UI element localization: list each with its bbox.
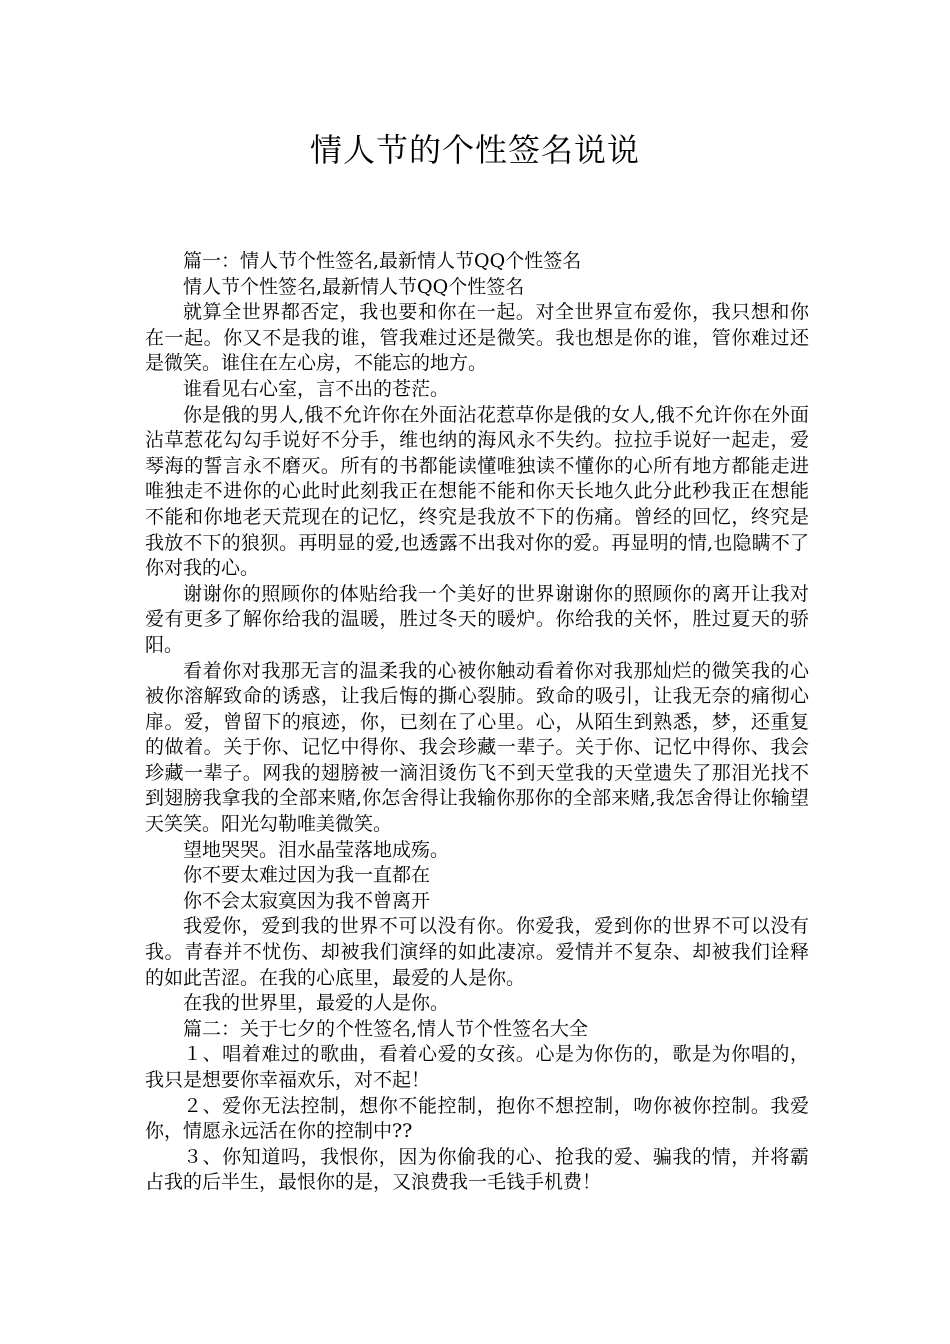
paragraph: 我爱你，爱到我的世界不可以没有你。你爱我，爱到你的世界不可以没有我。青春并不忧伤、却被我们演绎的如此凄凉。爱情并不复杂、却被我们诠释的如此苦涩。在我的心底里，最爱的人是你。 [145, 915, 809, 989]
paragraph: 就算全世界都否定，我也要和你在一起。对全世界宣布爱你，我只想和你在一起。你又不是我的谁，管我难过还是微笑。我也想是你的谁，管你难过还是微笑。谁住在左心房，不能忘的地方。 [145, 301, 809, 375]
list-item: ３、你知道吗，我恨你，因为你偷我的心、抢我的爱、骗我的情，并将霸占我的后半生，最恨你的是，又浪费我一毛钱手机费！ [145, 1145, 809, 1194]
paragraph-section-one-heading: 篇一：情人节个性签名,最新情人节QQ个性签名 [183, 250, 582, 272]
paragraph: 在我的世界里，最爱的人是你。 [183, 992, 450, 1015]
paragraph: 你不会太寂寞因为我不曾离开 [183, 889, 431, 912]
paragraph: 你不要太难过因为我一直都在 [183, 864, 431, 887]
paragraph: 你是俄的男人,俄不允许你在外面沾花惹草你是俄的女人,俄不允许你在外面沾草惹花勾勾手说好不分手，维也纳的海风永不失约。拉拉手说好一起走，爱琴海的誓言永不磨灭。所有的书都能读懂唯独读不懂你的心所有地方都能走进唯独走不进你的心此时此刻我正在想能不能和你天长地久此分此秒我正在想能不能和你地老天荒现在的记忆，终究是我放不下的伤痛。曾经的回忆，终究是我放不下的狼狈。再明显的爱,也透露不出我对你的爱。再显明的情,也隐瞒不了你对我的心。 [145, 403, 809, 580]
paragraph: 谁看见右心室，言不出的苍茫。 [183, 377, 450, 400]
list-item: ２、爱你无法控制，想你不能控制，抱你不想控制，吻你被你控制。我爱你，情愿永远活在你的控制中?? [145, 1094, 809, 1143]
document-title: 情人节的个性签名说说 [309, 131, 640, 169]
paragraph: 谢谢你的照顾你的体贴给我一个美好的世界谢谢你的照顾你的离开让我对爱有更多了解你给我的温暖，胜过冬天的暖炉。你给我的关怀，胜过夏天的骄阳。 [145, 582, 809, 656]
paragraph-subheading: 情人节个性签名,最新情人节QQ个性签名 [183, 275, 525, 298]
paragraph: 看着你对我那无言的温柔我的心被你触动看着你对我那灿烂的微笑我的心被你溶解致命的诱惑，让我后悔的撕心裂肺。致命的吸引，让我无奈的痛彻心扉。爱，曾留下的痕迹，你，已刻在了心里。心，从陌生到熟悉，梦，还重复的做着。关于你、记忆中得你、我会珍藏一辈子。关于你、记忆中得你、我会珍藏一辈子。网我的翅膀被一滴泪烫伤飞不到天堂我的天堂遗失了那泪光找不到翅膀我拿我的全部来赌,你怎舍得让我输你那你的全部来赌,我怎舍得让你输望天笑笑。阳光勾勒唯美微笑。 [145, 659, 809, 836]
paragraph: 望地哭哭。泪水晶莹落地成殇。 [183, 838, 450, 861]
document-body [145, 249, 809, 1196]
list-item: １、唱着难过的歌曲，看着心爱的女孩。心是为你伤的，歌是为你唱的，我只是想要你幸福欢乐，对不起！ [145, 1043, 809, 1091]
paragraph-section-two-heading: 篇二：关于七夕的个性签名,情人节个性签名大全 [183, 1017, 589, 1040]
